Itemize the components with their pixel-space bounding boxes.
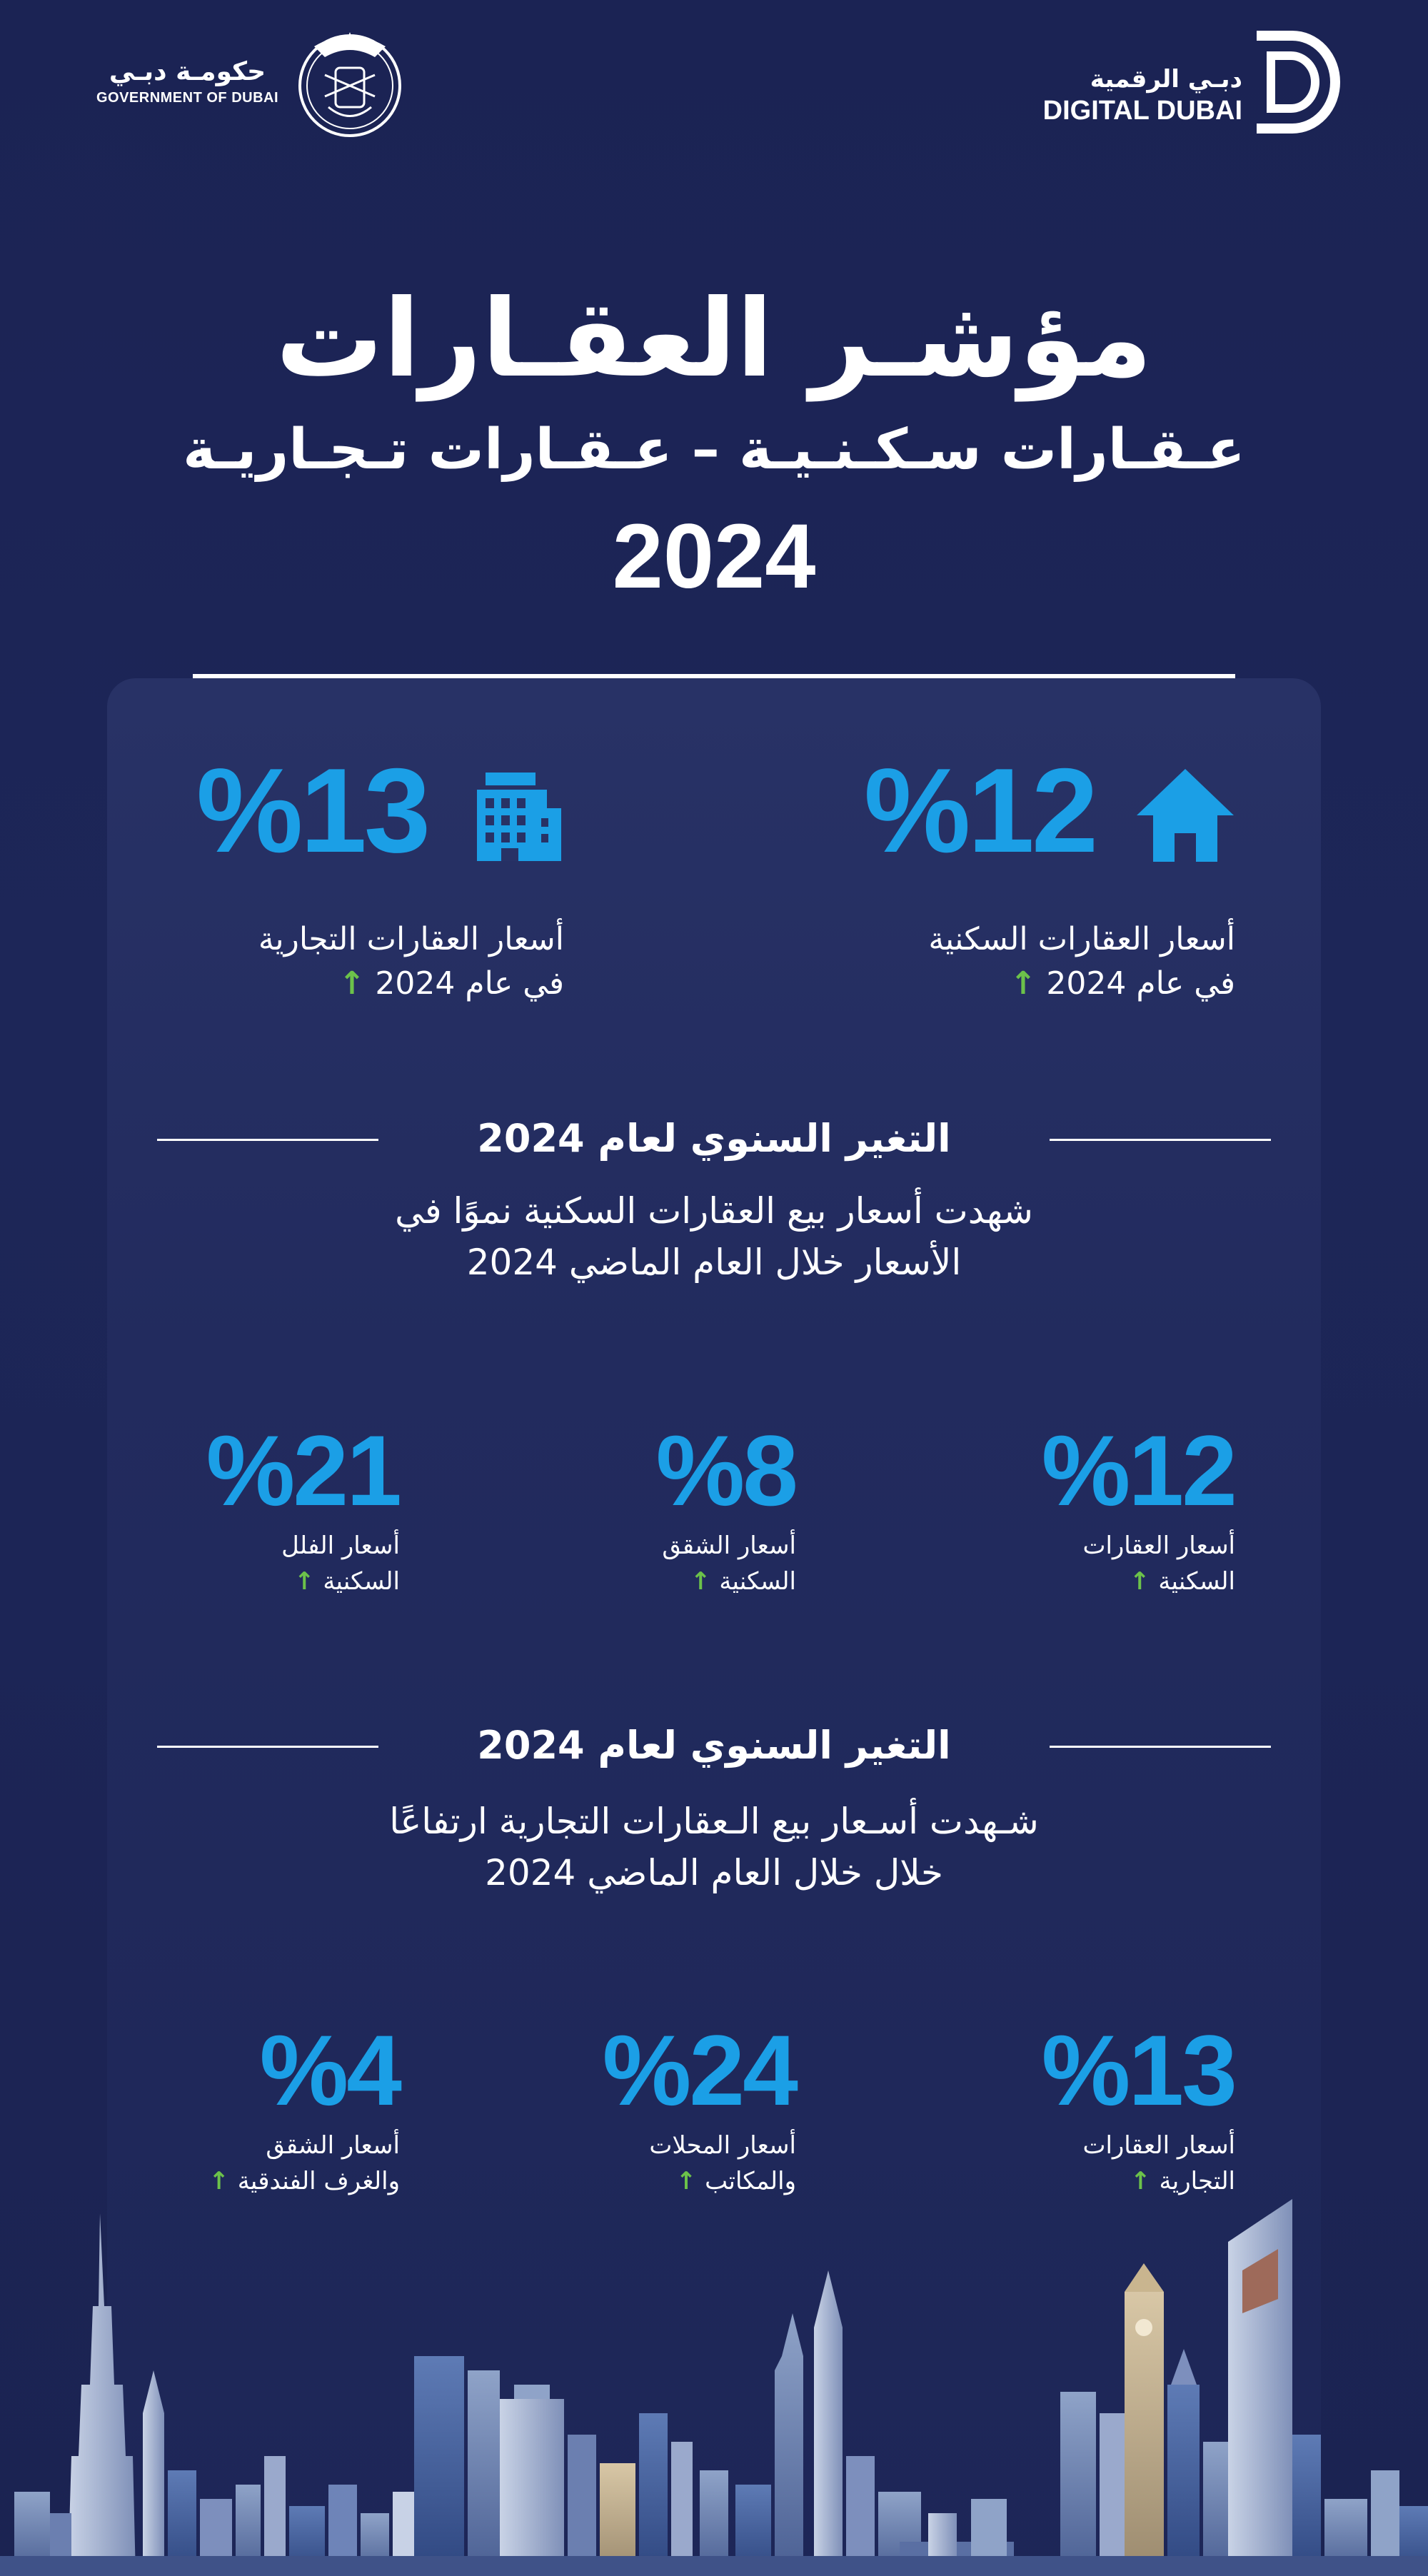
stat-label [935, 1528, 1235, 1599]
stat-label [100, 1528, 400, 1599]
headline-stat-residential [835, 743, 1235, 1002]
stat-commercial-properties [935, 2014, 1235, 2206]
dubai-skyline-illustration [0, 2199, 1428, 2576]
description-line: خلال خلال العام الماضي 2024 [485, 1852, 943, 1893]
page-title: مؤشـر العقـارات [276, 277, 1152, 401]
headline-stat-label-line2 [164, 962, 564, 1006]
headline-stat-label-line1: أسعار العقارات التجارية [258, 921, 564, 957]
stat-label-text: السكنية [323, 1567, 400, 1596]
section-divider-left [157, 1746, 378, 1748]
headline-stat-commercial [164, 743, 564, 1002]
residential-section-description [214, 1185, 1214, 1288]
stat-label-text: والمكاتب [705, 2167, 796, 2195]
government-name-ar: حكومـة دبـي [109, 57, 266, 86]
stat-label-line2 [935, 1564, 1235, 1599]
arrow-up-icon: ↑ [338, 965, 366, 1002]
stat-label-line1: أسعار الشقق [662, 1531, 796, 1560]
stat-residential-properties [935, 1414, 1235, 1606]
stat-label-text: والغرف الفندقية [237, 2167, 400, 2195]
arrow-up-icon: ↑ [293, 1567, 315, 1596]
stat-label-line2 [935, 2163, 1235, 2199]
stat-residential-villas [100, 1414, 400, 1606]
headline-stat-value: %12 [864, 743, 1096, 877]
stat-value: %21 [206, 1414, 400, 1526]
arrow-up-icon: ↑ [208, 2167, 229, 2195]
headline-stat-label-line2 [835, 962, 1235, 1006]
stat-commercial-shops-offices [496, 2014, 796, 2206]
section-divider-right [1050, 1746, 1271, 1748]
stat-residential-apartments [496, 1414, 796, 1606]
stat-value: %24 [602, 2014, 796, 2126]
government-logo-text [93, 57, 282, 109]
government-of-dubai-logo [93, 18, 421, 146]
government-emblem-icon [286, 18, 414, 146]
page-year: 2024 [612, 505, 816, 608]
stat-label-text: السكنية [719, 1567, 796, 1596]
headline-stat-value: %13 [196, 743, 428, 877]
digital-dubai-mark-icon [1250, 29, 1342, 136]
stat-value: %13 [1041, 2014, 1235, 2126]
stat-label-line1: أسعار الشقق [266, 2131, 400, 2160]
section-divider-right [1050, 1139, 1271, 1141]
office-building-icon [464, 765, 564, 865]
description-line: الأسعار خلال العام الماضي 2024 [466, 1242, 962, 1283]
headline-stat-year-text: في عام 2024 [1046, 965, 1235, 1002]
section-divider-left [157, 1139, 378, 1141]
digital-dubai-name-ar: دبـي الرقمية [1090, 65, 1242, 94]
arrow-up-icon: ↑ [690, 1567, 711, 1596]
stat-label-line1: أسعار المحلات [649, 2131, 796, 2160]
stat-label [496, 2128, 796, 2199]
stat-value: %12 [1041, 1414, 1235, 1526]
stat-commercial-hotel-apartments [100, 2014, 400, 2206]
stat-label-line2 [496, 2163, 796, 2199]
section-title: التغير السنوي لعام 2024 [477, 1723, 951, 1768]
headline-stat-label-line1: أسعار العقارات السكنية [928, 921, 1235, 957]
digital-dubai-logo-text [1042, 64, 1242, 127]
headline-stat-year-text: في عام 2024 [375, 965, 564, 1002]
stat-value: %8 [655, 1414, 796, 1526]
house-icon [1135, 765, 1235, 865]
section-title: التغير السنوي لعام 2024 [477, 1116, 951, 1161]
stat-label-line1: أسعار العقارات [1082, 2131, 1235, 2160]
stat-value: %4 [259, 2014, 400, 2126]
stat-label-line2 [100, 2163, 400, 2199]
page-subtitle: عـقـارات سـكـنـيـة – عـقـارات تـجـاريـة [183, 418, 1245, 482]
stat-label [100, 2128, 400, 2199]
arrow-up-icon: ↑ [1130, 2167, 1151, 2195]
digital-dubai-name-en: DIGITAL DUBAI [1042, 96, 1242, 126]
stat-label-text: التجارية [1159, 2167, 1235, 2195]
headline-stat-label [835, 917, 1235, 1006]
stat-label-line1: أسعار الفلل [281, 1531, 400, 1560]
stat-label-text: السكنية [1158, 1567, 1235, 1596]
description-line: شهدت أسعار بيع العقارات السكنية نموًا في [395, 1190, 1033, 1232]
stat-label-line2 [496, 1564, 796, 1599]
commercial-section-heading [157, 1717, 1271, 1774]
title-divider [193, 674, 1235, 678]
description-line: شـهدت أسـعار بيع الـعقارات التجارية ارتفاعًا [389, 1801, 1039, 1842]
stat-label [935, 2128, 1235, 2199]
government-name-en: GOVERNMENT OF DUBAI [96, 90, 279, 106]
arrow-up-icon: ↑ [1010, 965, 1037, 1002]
stat-label-line1: أسعار العقارات [1082, 1531, 1235, 1560]
headline-stat-label [164, 917, 564, 1006]
arrow-up-icon: ↑ [675, 2167, 697, 2195]
digital-dubai-logo [1042, 29, 1342, 143]
arrow-up-icon: ↑ [1129, 1567, 1150, 1596]
stat-label-line2 [100, 1564, 400, 1599]
residential-section-heading [157, 1110, 1271, 1167]
stat-label [496, 1528, 796, 1599]
commercial-section-description [214, 1796, 1214, 1898]
